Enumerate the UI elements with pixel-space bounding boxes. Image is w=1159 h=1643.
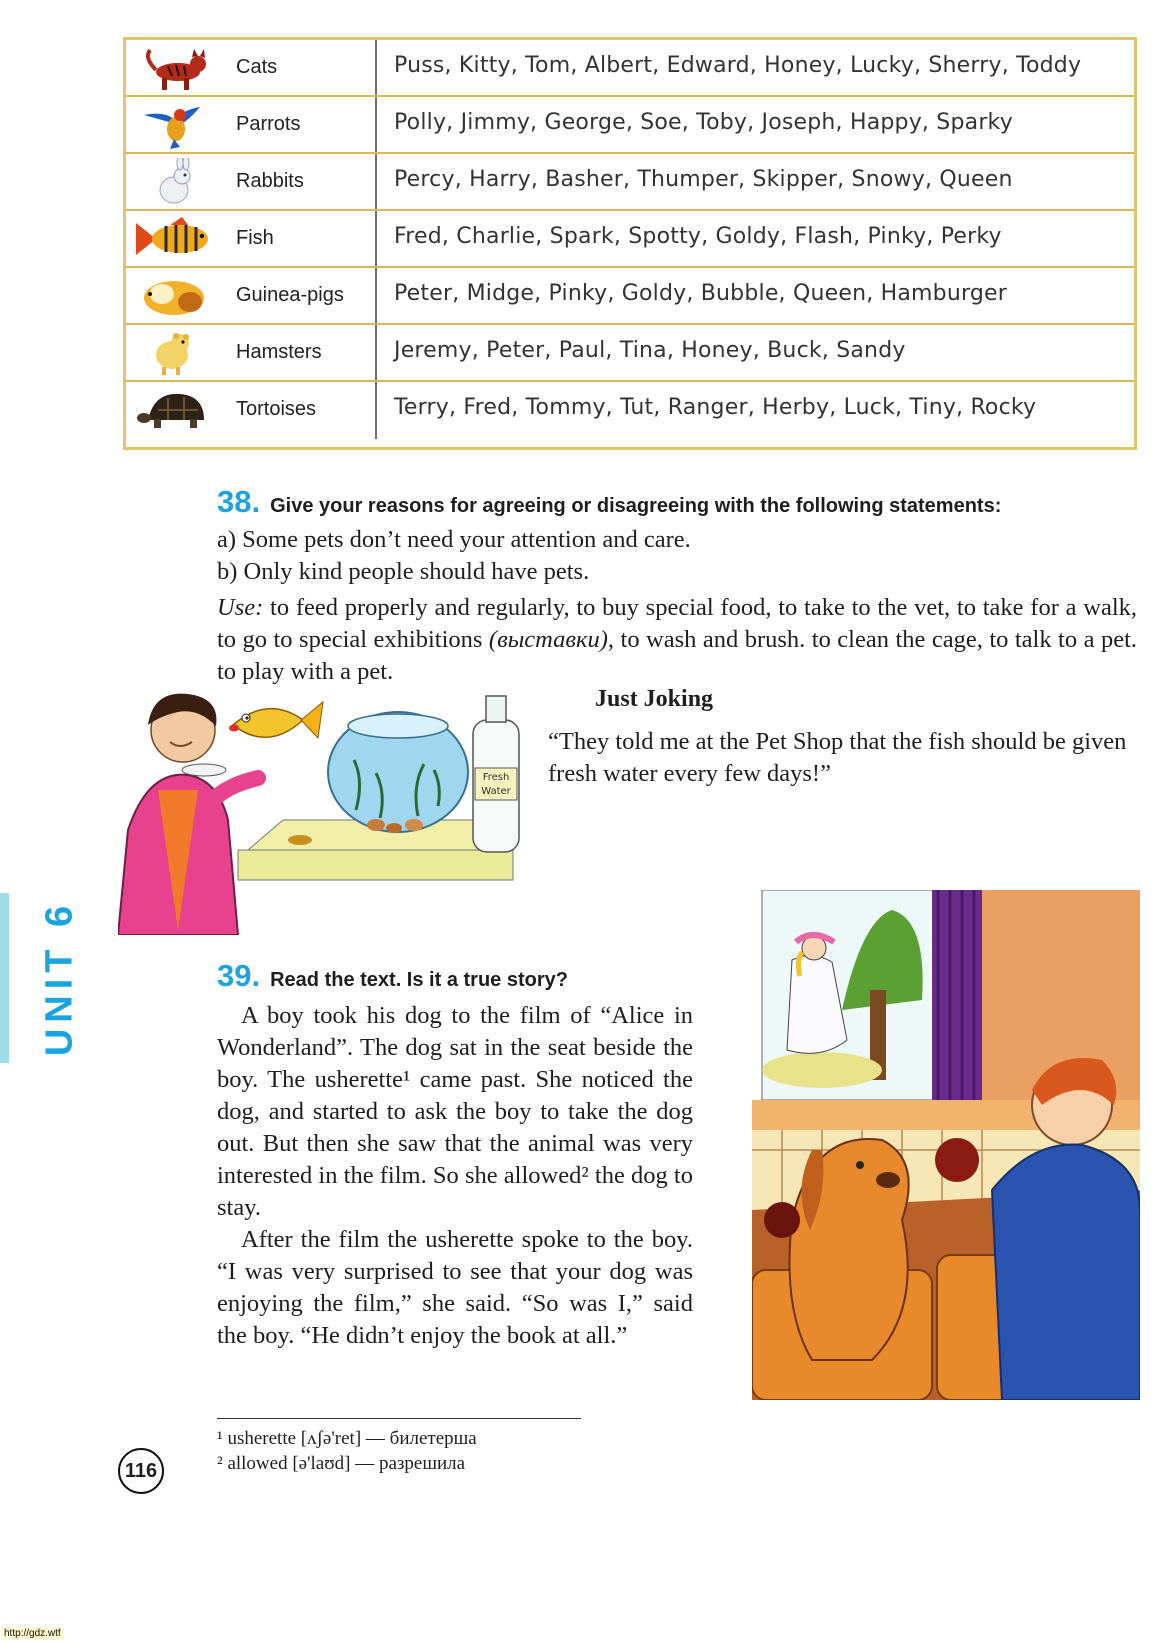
boy-with-fish-illustration [118, 690, 558, 935]
use-label: Use: [217, 594, 264, 621]
russian-gloss: (выставки) [488, 626, 608, 653]
animal-label: Parrots [236, 113, 301, 135]
footnotes [217, 1426, 477, 1476]
unit-side-tab [0, 893, 9, 1063]
parrot-icon [134, 101, 214, 149]
animal-label: Fish [236, 227, 274, 249]
table-row [126, 97, 1134, 154]
use-phrases [217, 592, 1137, 688]
statement-b: b) Only kind people should have pets. [217, 558, 590, 585]
table-row [126, 268, 1134, 325]
footnote-1: ¹ usherette [ʌʃə'ret] — билетерша [217, 1428, 477, 1449]
pet-names-cell: Jeremy, Peter, Paul, Tina, Honey, Buck, Sandy [394, 338, 906, 363]
animal-label: Cats [236, 56, 278, 78]
exercise-39-heading [217, 958, 568, 994]
statement-a: a) Some pets don’t need your attention and care. [217, 526, 691, 553]
use-phrases-text: to feed properly and regularly, to buy special food, to take to the vet, to take for a walk, to go to special exhibitions [217, 594, 1138, 653]
footnote-2: ² allowed [ə'laʊd] — разрешила [217, 1453, 466, 1474]
column-divider [375, 268, 377, 323]
table-row [126, 382, 1134, 439]
pet-names-cell: Terry, Fred, Tommy, Tut, Ranger, Herby, Luck, Tiny, Rocky [394, 395, 1037, 420]
animal-label: Guinea-pigs [236, 284, 344, 306]
pet-names-cell: Puss, Kitty, Tom, Albert, Edward, Honey, Lucky, Sherry, Toddy [394, 53, 1082, 78]
hamster-icon [134, 329, 214, 377]
guinea-pig-icon [134, 272, 214, 320]
column-divider [375, 97, 377, 152]
animal-label: Tortoises [236, 398, 317, 420]
column-divider [375, 211, 377, 266]
story-paragraph-2: After the film the usherette spoke to the boy. “I was very surprised to see that your dog was enjoying the film,” she said. “So was I,” said the boy. “He didn’t enjoy the book at all.” [217, 1226, 693, 1349]
table-row [126, 325, 1134, 382]
watermark: http://gdz.wtf [4, 1628, 61, 1639]
table-row [126, 211, 1134, 268]
column-divider [375, 154, 377, 209]
fish-icon [134, 215, 214, 263]
footnote-rule [217, 1418, 581, 1419]
exercise-instruction: Give your reasons for agreeing or disagreeing with the following statements: [270, 495, 1002, 517]
column-divider [375, 325, 377, 380]
svg-text:Water: Water [481, 786, 511, 797]
animal-label: Hamsters [236, 341, 322, 363]
cat-icon [134, 44, 214, 92]
exercise-instruction: Read the text. Is it a true story? [270, 969, 568, 991]
pet-names-cell: Peter, Midge, Pinky, Goldy, Bubble, Queen, Hamburger [394, 281, 1007, 306]
unit-label: UNIT 6 [38, 899, 81, 1057]
svg-text:Fresh: Fresh [482, 772, 510, 783]
page-number: 116 [118, 1448, 164, 1494]
exercise-38-heading [217, 484, 1001, 520]
story-paragraph-1: A boy took his dog to the film of “Alice in Wonderland”. The dog sat in the seat beside the boy. The usherette¹ came past. She noticed the dog, and started to ask the boy to take the dog out. But then she saw that the animal was very interested in the film. So she allowed² the dog to stay. [217, 1002, 693, 1221]
cinema-dog-illustration [752, 890, 1140, 1400]
pet-names-cell: Fred, Charlie, Spark, Spotty, Goldy, Flash, Pinky, Perky [394, 224, 1002, 249]
story-text [217, 1000, 693, 1352]
joke-text: “They told me at the Pet Shop that the fish should be given fresh water every few days!” [548, 728, 1127, 787]
column-divider [375, 40, 377, 95]
joke-title: Just Joking [595, 686, 714, 712]
table-row [126, 40, 1134, 97]
table-row [126, 154, 1134, 211]
animal-label: Rabbits [236, 170, 304, 192]
tortoise-icon [134, 386, 214, 434]
column-divider [375, 382, 377, 439]
rabbit-icon [134, 158, 214, 206]
pet-names-cell: Percy, Harry, Basher, Thumper, Skipper, Snowy, Queen [394, 167, 1013, 192]
use-phrases-text-end: , to wash and brush. to clean the cage, to talk to a pet. to play with a pet. [217, 626, 1137, 685]
exercise-number: 39. [217, 958, 261, 993]
exercise-number: 38. [217, 484, 261, 519]
pet-names-table [123, 37, 1137, 450]
pet-names-cell: Polly, Jimmy, George, Soe, Toby, Joseph, Happy, Sparky [394, 110, 1013, 135]
